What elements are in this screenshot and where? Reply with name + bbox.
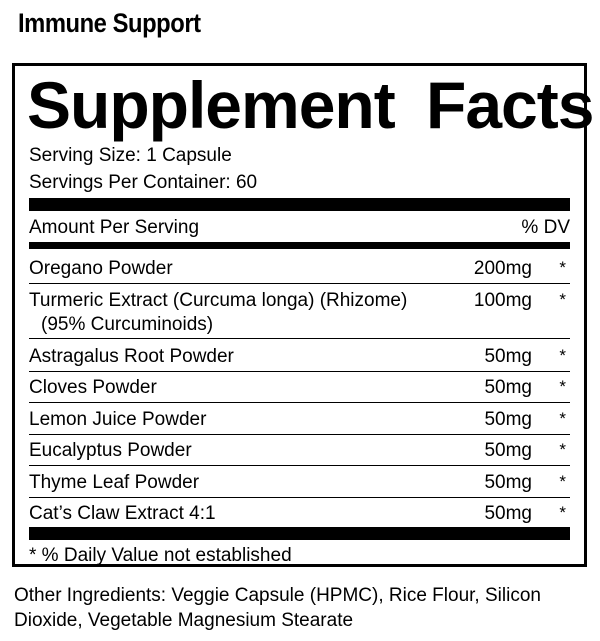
ingredient-name: Thyme Leaf Powder xyxy=(29,472,200,493)
divider-thick-bottom xyxy=(29,527,570,540)
ingredient-amount: 50mg xyxy=(484,472,532,493)
other-ingredients: Other Ingredients: Veggie Capsule (HPMC), Rice Flour, Silicon Dioxide, Vegetable Magnesium Stearate xyxy=(14,585,541,631)
divider-thick-top xyxy=(29,198,570,211)
amount-per-serving-header: Amount Per Serving xyxy=(29,217,200,238)
servings-per-container: Servings Per Container: 60 xyxy=(29,172,258,193)
ingredient-name: Cloves Powder xyxy=(29,377,157,398)
ingredient-name: Lemon Juice Powder xyxy=(29,409,207,430)
serving-size: Serving Size: 1 Capsule xyxy=(29,145,232,166)
dv-header: % DV xyxy=(521,217,570,238)
ingredient-amount: 200mg xyxy=(473,258,532,279)
ingredient-name: Cat’s Claw Extract 4:1 xyxy=(29,503,216,524)
ingredient-amount: 50mg xyxy=(484,440,532,461)
row-divider xyxy=(29,283,570,284)
dv-footnote: * % Daily Value not established xyxy=(29,545,292,566)
ingredient-dv: * xyxy=(559,346,566,365)
supplement-facts-panel xyxy=(12,63,594,567)
row-divider xyxy=(29,497,570,498)
product-name: Immune Support xyxy=(18,8,201,38)
ingredient-dv: * xyxy=(559,472,566,491)
ingredient-dv: * xyxy=(559,290,566,309)
ingredient-dv: * xyxy=(559,258,566,277)
ingredient-dv: * xyxy=(559,503,566,522)
row-divider xyxy=(29,434,570,435)
row-divider xyxy=(29,465,570,466)
ingredient-name: Oregano Powder xyxy=(29,258,173,279)
ingredient-amount: 50mg xyxy=(484,346,532,367)
ingredient-amount: 50mg xyxy=(484,377,532,398)
ingredient-subtext: (95% Curcuminoids) xyxy=(41,314,214,335)
ingredient-name: Eucalyptus Powder xyxy=(29,440,192,461)
ingredient-amount: 100mg xyxy=(473,290,532,311)
row-divider xyxy=(29,402,570,403)
panel-title: Supplement Facts xyxy=(27,68,594,142)
row-divider xyxy=(29,338,570,339)
ingredient-name: Turmeric Extract (Curcuma longa) (Rhizome) xyxy=(29,290,408,311)
ingredient-dv: * xyxy=(559,409,566,428)
divider-medium xyxy=(29,242,570,249)
ingredient-amount: 50mg xyxy=(484,503,532,524)
row-divider xyxy=(29,371,570,372)
ingredient-dv: * xyxy=(559,377,566,396)
ingredient-name: Astragalus Root Powder xyxy=(29,346,234,367)
ingredient-amount: 50mg xyxy=(484,409,532,430)
ingredient-dv: * xyxy=(559,440,566,459)
